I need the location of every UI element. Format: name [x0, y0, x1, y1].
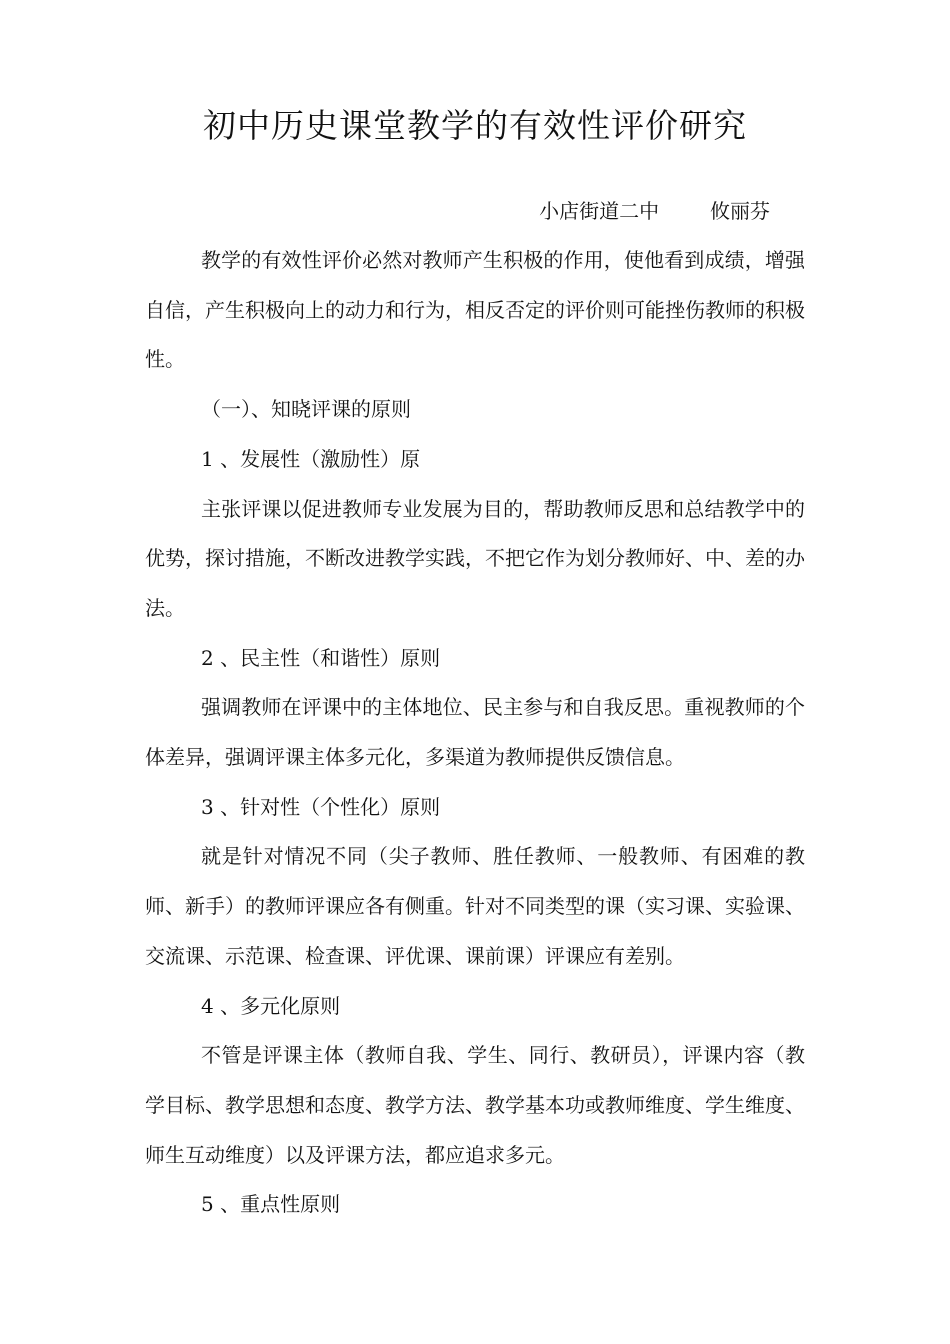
author-byline: 小店街道二中 攸丽芬 [539, 199, 770, 223]
principle-heading-4: 4 、多元化原则 [201, 993, 341, 1018]
principle-text-1: 主张评课以促进教师专业发展为目的，帮助教师反思和总结教学中的优势，探讨措施，不断改进教学实践，不把它作为划分教师好、中、差的办法。 [145, 496, 805, 620]
principle-text-3: 就是针对情况不同（尖子教师、胜任教师、一般教师、有困难的教师、新手）的教师评课应各有侧重。针对不同类型的课（实习课、实验课、交流课、示范课、检查课、评优课、课前课）评课应有差别。 [145, 844, 805, 968]
principle-heading-1: 1 、发展性（激励性）原 [201, 446, 421, 471]
paragraph-intro: 教学的有效性评价必然对教师产生积极的作用，使他看到成绩，增强自信，产生积极向上的动力和行为，相反否定的评价则可能挫伤教师的积极性。 [145, 248, 805, 372]
document-title: 初中历史课堂教学的有效性评价研究 [203, 106, 747, 145]
principle-heading-3: 3 、针对性（个性化）原则 [201, 794, 441, 819]
principle-text-4: 不管是评课主体（教师自我、学生、同行、教研员），评课内容（教学目标、教学思想和态度、教学方法、教学基本功或教师维度、学生维度、师生互动维度）以及评课方法，都应追求多元。 [145, 1043, 805, 1167]
principle-text-2: 强调教师在评课中的主体地位、民主参与和自我反思。重视教师的个体差异，强调评课主体多元化，多渠道为教师提供反馈信息。 [145, 695, 805, 770]
document-body [145, 236, 805, 1230]
section-heading-principles: （一）、知晓评课的原则 [201, 397, 411, 422]
principle-heading-5: 5 、重点性原则 [201, 1192, 341, 1217]
principle-heading-2: 2 、民主性（和谐性）原则 [201, 645, 441, 670]
